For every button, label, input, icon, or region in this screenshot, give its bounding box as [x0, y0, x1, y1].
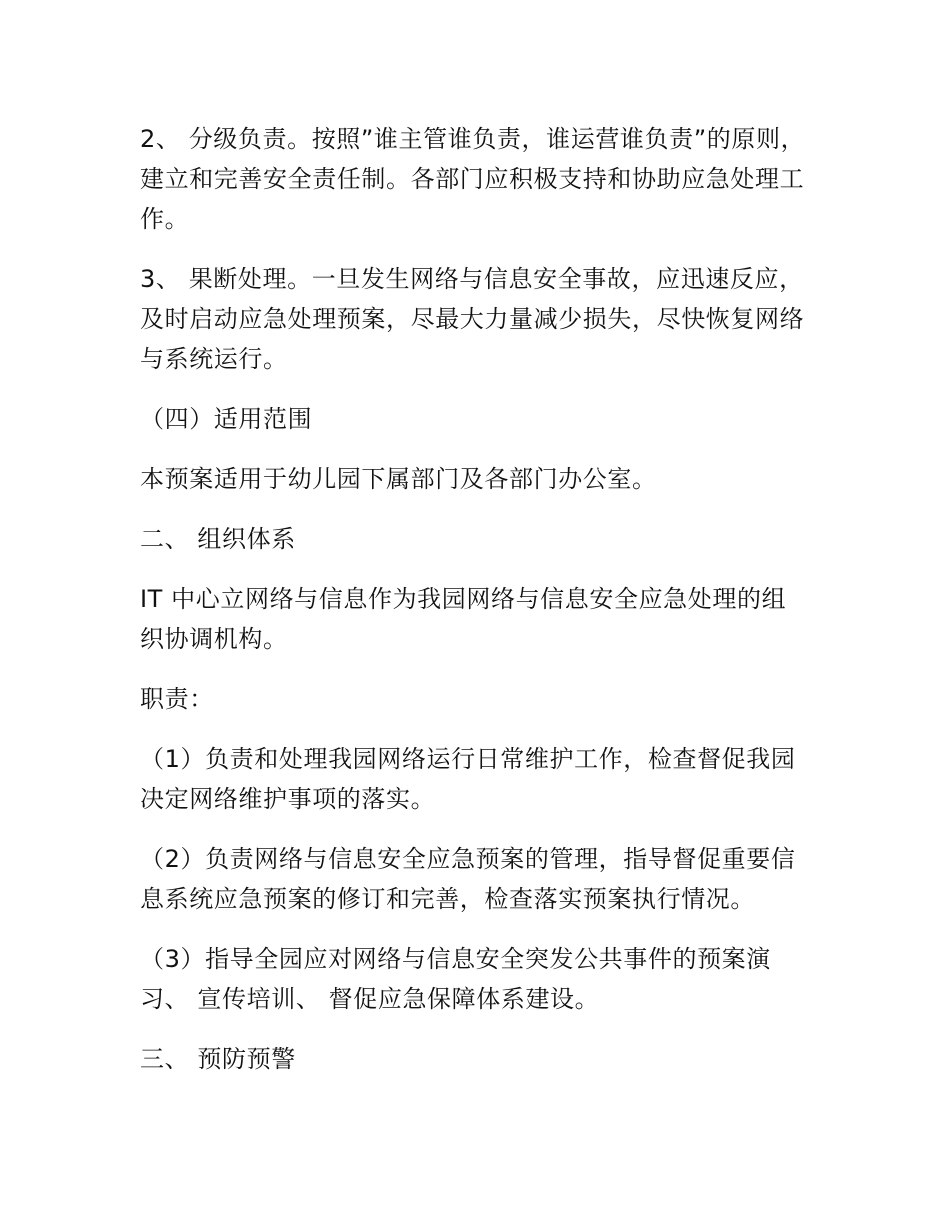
section-heading-scope: （四）适用范围: [140, 405, 313, 433]
section-heading-prevention: 三、 预防预警: [140, 1045, 296, 1073]
label-duties: 职责：: [140, 685, 214, 713]
duty-item-1: （1）负责和处理我园网络运行日常维护工作，检查督促我园决定网络维护事项的落实。: [140, 745, 796, 813]
paragraph-organization: IT 中心立网络与信息作为我园网络与信息安全应急处理的组织协调机构。: [140, 585, 787, 653]
document-body: [140, 119, 810, 1099]
section-heading-organization: 二、 组织体系: [140, 525, 296, 553]
paragraph-principle-graded-responsibility: 2、 分级负责。按照”谁主管谁负责，谁运营谁负责”的原则，建立和完善安全责任制。各部门应积极支持和协助应急处理工作。: [140, 125, 806, 233]
paragraph-scope: 本预案适用于幼儿园下属部门及各部门办公室。: [140, 465, 657, 493]
duty-item-2: （2）负责网络与信息安全应急预案的管理，指导督促重要信息系统应急预案的修订和完善，检查落实预案执行情况。: [140, 845, 796, 913]
paragraph-principle-decisive-handling: 3、 果断处理。一旦发生网络与信息安全事故，应迅速反应，及时启动应急处理预案，尽最大力量减少损失，尽快恢复网络与系统运行。: [140, 265, 805, 373]
duty-item-3: （3）指导全园应对网络与信息安全突发公共事件的预案演习、 宣传培训、 督促应急保障体系建设。: [140, 945, 771, 1013]
